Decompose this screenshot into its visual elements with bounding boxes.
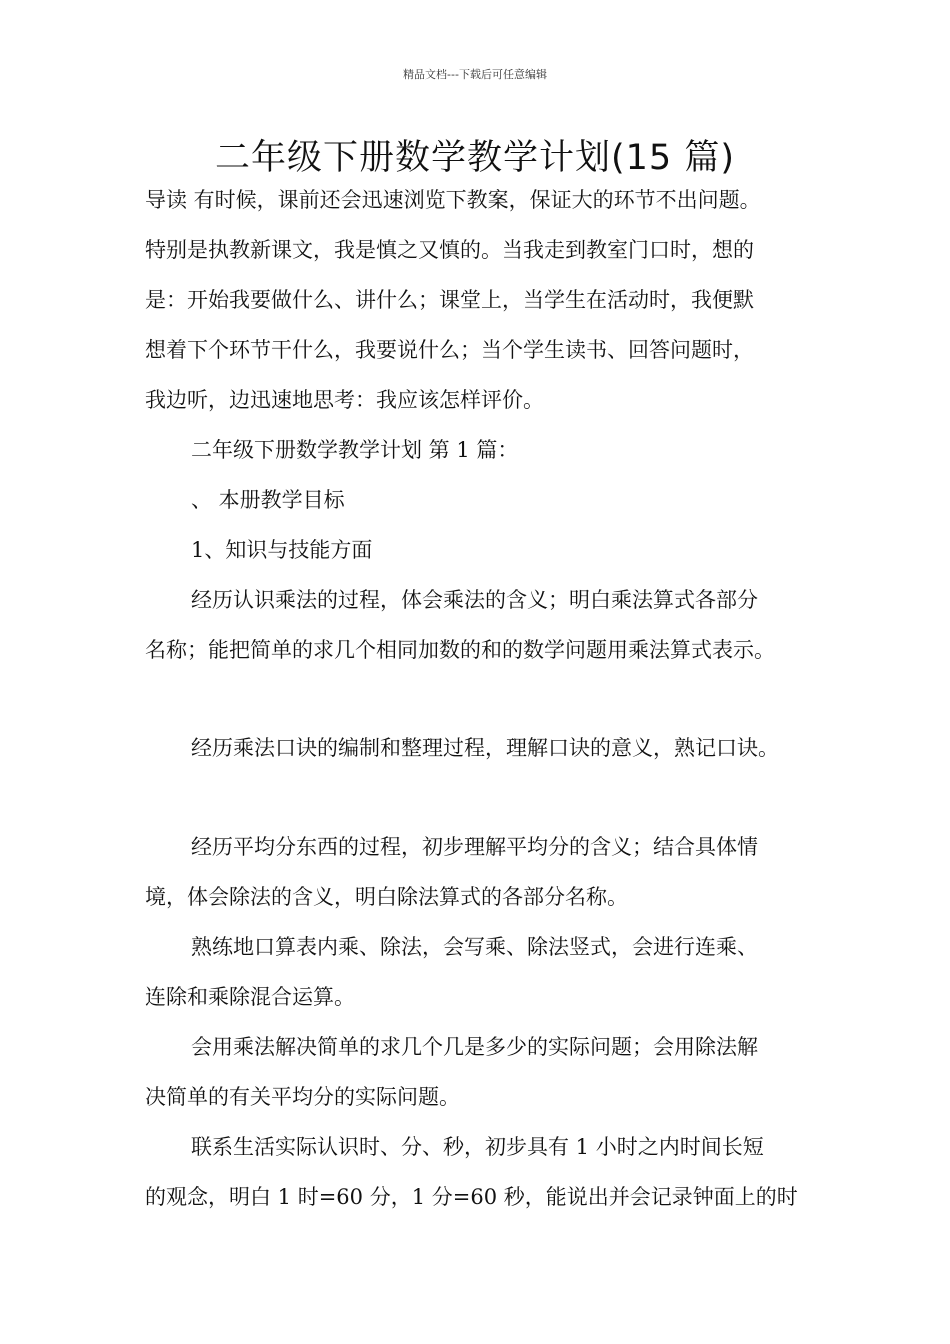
text-line: 熟练地口算表内乘、除法，会写乘、除法竖式，会进行连乘、 <box>191 935 758 959</box>
subsection-heading <box>191 525 856 575</box>
document-title: 二年级下册数学教学计划(15 篇) <box>215 138 735 178</box>
text-line: 是：开始我要做什么、讲什么；课堂上，当学生在活动时，我便默 <box>145 288 754 312</box>
text-line: 经历乘法口诀的编制和整理过程，理解口诀的意义，熟记口诀。 <box>191 736 779 760</box>
text-line: 名称；能把简单的求几个相同加数的和的数学问题用乘法算式表示。 <box>145 638 775 662</box>
text-line: 的观念，明白 1 时=60 分，1 分=60 秒，能说出并会记录钟面上的时 <box>145 1185 798 1209</box>
text-line: 连除和乘除混合运算。 <box>145 985 355 1009</box>
body-paragraph <box>145 1122 810 1222</box>
text-line: 经历认识乘法的过程，体会乘法的含义；明白乘法算式各部分 <box>191 588 758 612</box>
text-line: 特别是执教新课文，我是慎之又慎的。当我走到教室门口时，想的 <box>145 238 754 262</box>
text-line: 联系生活实际认识时、分、秒，初步具有 1 小时之内时间长短 <box>191 1135 764 1159</box>
text-line: 境，体会除法的含义，明白除法算式的各部分名称。 <box>145 885 628 909</box>
body-paragraph <box>145 922 810 1022</box>
text-line: 导读 有时候，课前还会迅速浏览下教案，保证大的环节不出问题。 <box>145 188 761 212</box>
section-heading <box>191 425 856 475</box>
body-paragraph <box>145 822 810 922</box>
text-line: 经历平均分东西的过程，初步理解平均分的含义；结合具体情 <box>191 835 758 859</box>
page-header: 精品文档---下载后可任意编辑 <box>403 68 547 81</box>
body-paragraph <box>145 1022 810 1122</box>
intro-paragraph <box>145 175 810 425</box>
subsection-heading <box>191 475 856 525</box>
body-paragraph <box>145 575 810 675</box>
text-line: 、 本册教学目标 <box>191 488 345 512</box>
text-line: 会用乘法解决简单的求几个几是多少的实际问题；会用除法解 <box>191 1035 758 1059</box>
text-line: 1、知识与技能方面 <box>191 538 373 562</box>
text-line: 决简单的有关平均分的实际问题。 <box>145 1085 460 1109</box>
text-line: 想着下个环节干什么，我要说什么；当个学生读书、回答问题时， <box>145 338 754 362</box>
text-line: 我边听，边迅速地思考：我应该怎样评价。 <box>145 388 544 412</box>
body-paragraph <box>191 723 856 773</box>
text-line: 二年级下册数学教学计划 第 1 篇： <box>191 438 519 462</box>
